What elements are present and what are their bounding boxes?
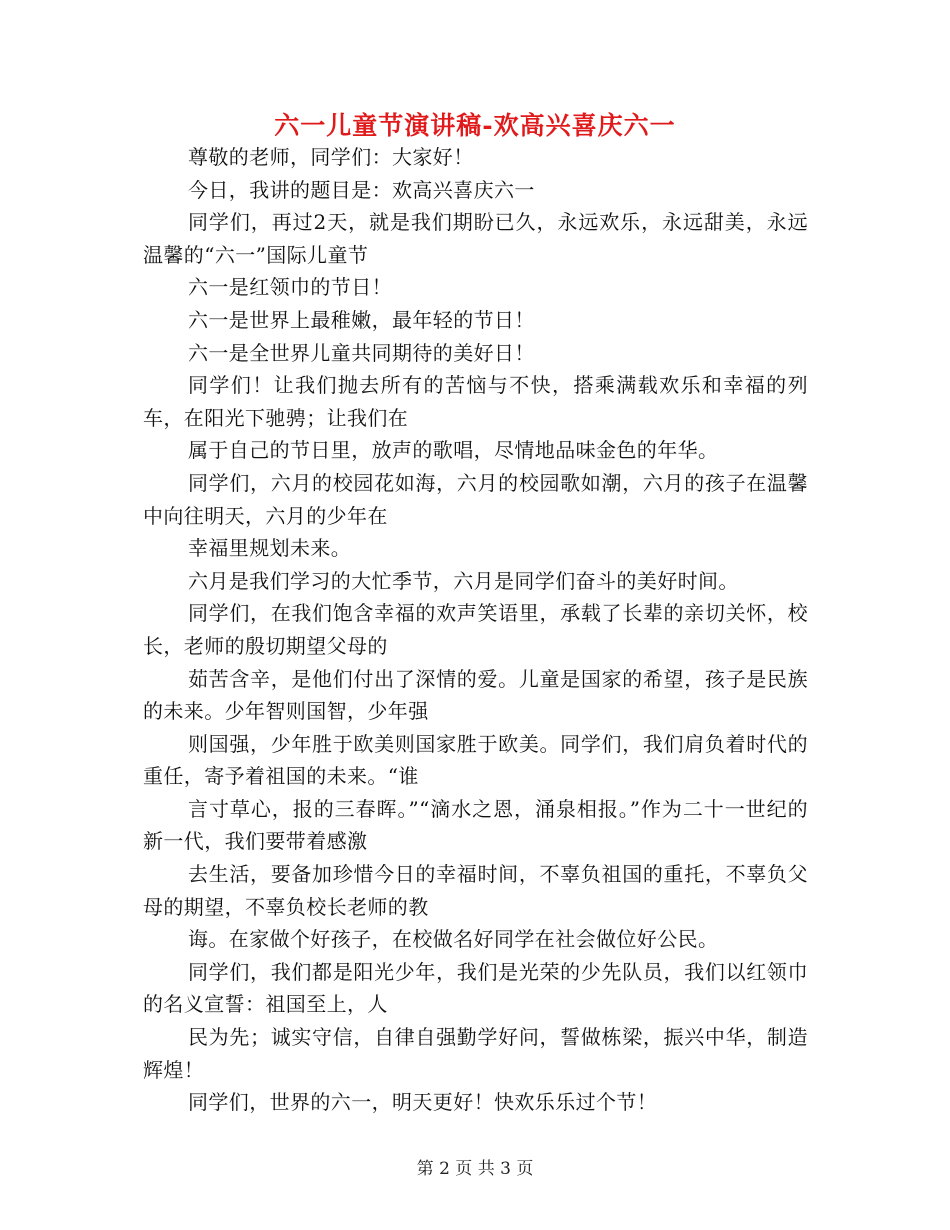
paragraph: 六一是世界上最稚嫩，最年轻的节日！ — [188, 307, 535, 332]
paragraph: 同学们，六月的校园花如海，六月的校园歌如潮，六月的孩子在温馨中向往明天，六月的少年在 — [143, 470, 808, 528]
paragraph: 则国强，少年胜于欧美则国家胜于欧美。同学们，我们肩负着时代的重任，寄予着祖国的未来。“谁 — [143, 731, 808, 789]
page-number-footer: 第 2 页 共 3 页 — [416, 1159, 534, 1179]
paragraph: 民为先；诚实守信，自律自强勤学好问，誓做栋梁，振兴中华，制造辉煌！ — [143, 1025, 808, 1082]
paragraph: 同学们！让我们抛去所有的苦恼与不快，搭乘满载欢乐和幸福的列车，在阳光下驰骋；让我们在 — [143, 373, 808, 430]
paragraph: 六月是我们学习的大忙季节，六月是同学们奋斗的美好时间。 — [188, 568, 739, 593]
document-title: 六一儿童节演讲稿-欢高兴喜庆六一 — [274, 111, 676, 140]
paragraph: 同学们，再过2天，就是我们期盼已久，永远欢乐，永远甜美，永远温馨的“六一”国际儿童节 — [143, 210, 808, 267]
paragraph: 言寸草心，报的三春晖。”“滴水之恩，涌泉相报。”作为二十一世纪的新一代，我们要带着感激 — [143, 796, 808, 854]
paragraph: 同学们，世界的六一，明天更好！快欢乐乐过个节！ — [188, 1090, 658, 1115]
paragraph: 茹苦含辛，是他们付出了深情的爱。儿童是国家的希望，孩子是民族的未来。少年智则国智，少年强 — [143, 666, 808, 724]
paragraph: 今日，我讲的题目是：欢高兴喜庆六一 — [188, 177, 535, 202]
paragraph: 幸福里规划未来。 — [188, 536, 352, 561]
paragraph: 属于自己的节日里，放声的歌唱，尽情地品味金色的年华。 — [188, 438, 719, 463]
paragraph: 尊敬的老师，同学们：大家好！ — [188, 145, 474, 169]
paragraph: 六一是全世界儿童共同期待的美好日！ — [188, 340, 535, 365]
paragraph: 同学们，在我们饱含幸福的欢声笑语里，承载了长辈的亲切关怀，校长，老师的殷切期望父母的 — [143, 601, 808, 658]
paragraph: 同学们，我们都是阳光少年，我们是光荣的少先队员，我们以红领巾的名义宣誓：祖国至上，人 — [143, 959, 808, 1017]
paragraph: 诲。在家做个好孩子，在校做名好同学在社会做位好公民。 — [188, 927, 719, 952]
paragraph: 六一是红领巾的节日！ — [188, 275, 392, 300]
speech-body — [143, 141, 808, 1119]
paragraph: 去生活，要备加珍惜今日的幸福时间，不辜负祖国的重托，不辜负父母的期望，不辜负校长老师的教 — [143, 862, 808, 919]
